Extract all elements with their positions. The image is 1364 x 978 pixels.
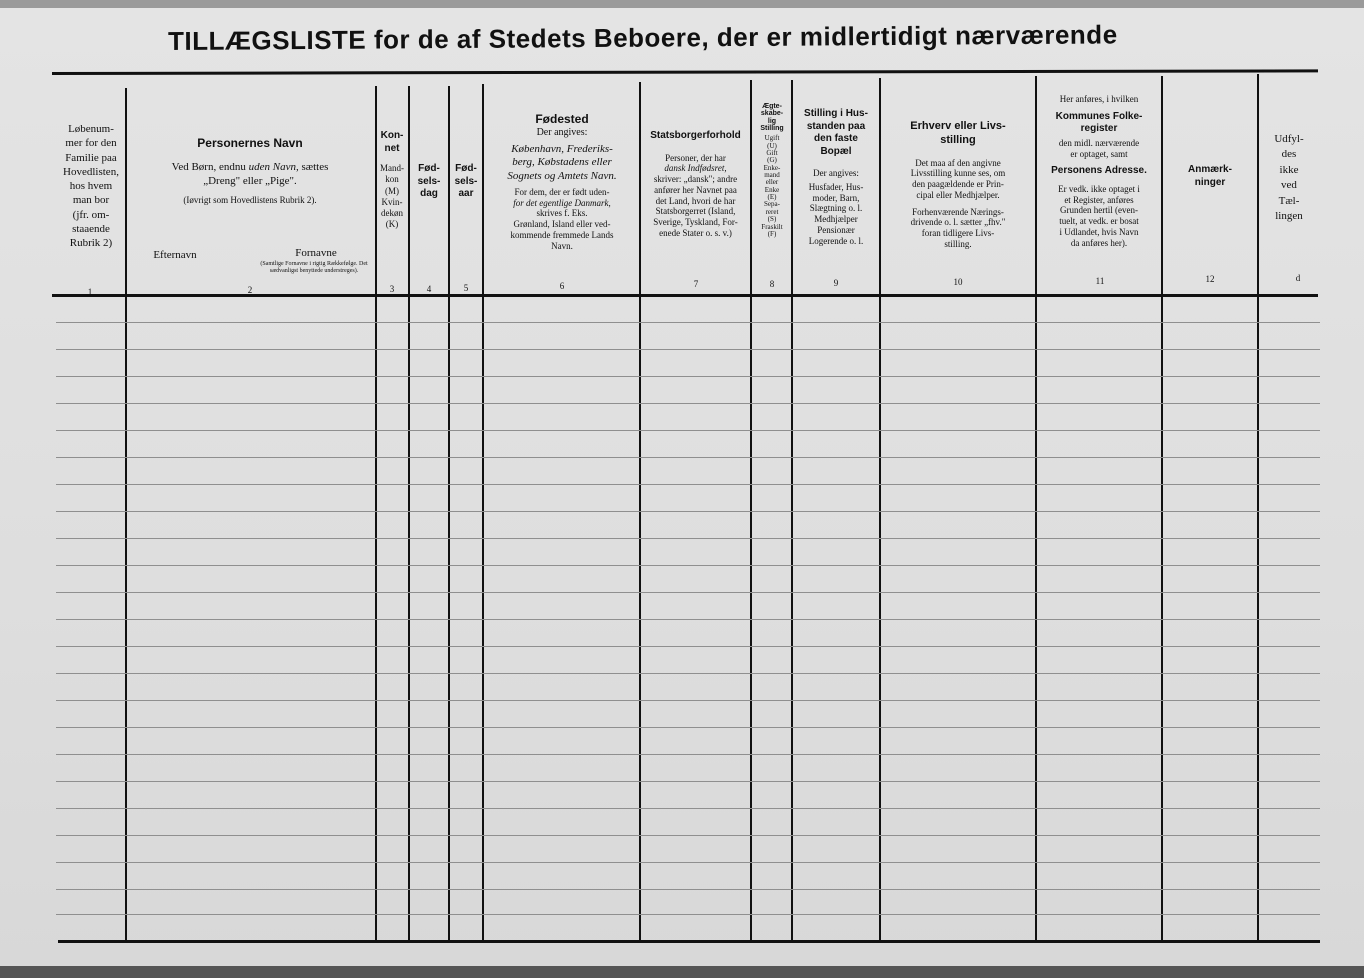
column-number: 5 [463,283,469,293]
column-3-header [377,130,407,231]
header-text: stilling. [944,239,972,250]
column-8-header [752,103,792,238]
ruled-line [56,619,1320,620]
header-heading: Personernes Navn [197,136,303,150]
header-text: Navn. [551,240,573,251]
header-text: Udfyl- [1274,133,1304,145]
header-text: reret [765,207,779,216]
header-text: Der angives: [536,127,588,138]
ruled-line [56,862,1320,863]
header-text: Husfader, Hus- [808,181,864,192]
ruled-line [56,808,1320,809]
header-text: (jfr. om- [72,208,110,221]
header-text: Er vedk. ikke optaget i [1058,183,1140,194]
header-heading: Statsborgerforhold [650,130,741,141]
header-text: man bor [72,194,110,207]
header-text: Enke [764,185,780,194]
header-text: mer for den [65,137,117,150]
header-text: (U) [767,141,777,150]
column-number: 7 [693,279,699,289]
column-divider [448,86,450,940]
header-heading: Ægte- [762,103,782,110]
header-text: (E) [767,193,777,202]
header-text: anfører her Navnet paa [654,184,737,195]
header-text: Gift [766,149,778,158]
header-heading: Stilling i Hus- [804,108,868,119]
header-heading: stilling [940,133,976,146]
header-text: da anføres her). [1070,237,1128,248]
forenames-note: (Samtlige Fornavne i rigtig Rækkefølge. Det sædvanligst benyttede understreges). [260,261,368,274]
form-title: TILLÆGSLISTE for de af Stedets Beboere, der er midlertidigt nærværende [168,19,1118,56]
ruled-line [56,592,1320,593]
column-number: 10 [953,277,963,287]
ruled-line [56,700,1320,701]
header-text: foran tidligere Livs- [921,228,995,239]
header-text: skriver: „dansk"; andre [653,174,738,185]
header-heading: net [384,142,400,154]
header-heading: Fød- [455,163,477,174]
header-text: i Udlandet, hvis Navn [1059,227,1139,238]
column-number: d [1295,273,1301,283]
ruled-line [56,511,1320,512]
ruled-line [56,673,1320,674]
ruled-line [56,646,1320,647]
header-text: Logerende o. l. [808,235,864,246]
ruled-line [56,484,1320,485]
header-text: Sepa- [764,200,780,209]
header-text: Fraskilt [761,222,783,231]
header-heading: ninger [1194,176,1226,188]
header-text: (Iøvrigt som Hovedlistens Rubrik 2). [183,194,317,205]
header-text: tuelt, at vedk. er bosat [1059,216,1139,227]
column-7-header [641,130,750,239]
header-heading: dag [420,188,438,199]
header-note-line [130,161,370,175]
column-5-header [450,163,482,201]
header-heading: Erhverv eller Livs- [910,120,1006,132]
header-text: mand [764,171,780,180]
header-text: skrives f. Eks. [536,208,588,219]
header-heading: Personens Adresse. [1051,165,1147,177]
header-text: Familie paa [65,151,117,164]
scan-top-edge [0,0,1364,8]
header-text: Ugift [764,134,780,143]
ruled-line [56,754,1320,755]
header-text: Grønland, Island eller ved- [513,219,611,230]
header-text: (S) [767,215,777,224]
header-text: lingen [1275,209,1303,222]
header-text: (K) [385,219,399,230]
header-text: kommende fremmede Lands [510,229,614,240]
header-text: Personer, der har [665,152,726,163]
header-heading: lig [767,117,777,125]
header-text: „Dreng" eller „Pige". [203,174,297,187]
column-number: 6 [559,281,565,291]
column-number: 2 [247,285,253,295]
header-text: ved [1281,179,1297,192]
header-text: uden Navn, [248,161,299,173]
header-text: den midl. nærværende [1058,137,1140,148]
header-text: dekøn [381,208,403,218]
header-text: Sognets og Amtets Navn. [507,170,617,182]
column-divider [1257,74,1259,940]
header-text: Statsborgerret (Island, [655,206,736,217]
ruled-line [56,376,1320,377]
header-text: for det egentlige Danmark, [513,197,611,208]
header-text: staaende [72,223,110,236]
ruled-line [56,727,1320,728]
column-6-header [485,112,639,252]
header-text: des [1281,148,1297,161]
header-text: København, Frederiks- [511,142,613,155]
header-text: Sverige, Tyskland, For- [653,217,738,228]
column-12-header [1163,164,1257,189]
ruled-line [56,565,1320,566]
ruled-line [56,322,1320,323]
header-text: Ved Børn, endnu [171,161,246,173]
forenames-subheader: Fornavne [295,247,337,259]
ruled-line [56,914,1320,915]
header-heading: aar [458,188,474,199]
header-heading: Stilling [760,125,784,133]
column-1-header [56,122,126,251]
column-number: 8 [769,279,775,289]
header-text: eller [765,178,779,187]
header-text: (G) [767,156,777,165]
header-text: Kvin- [381,196,403,207]
header-text: Mand- [380,163,404,173]
header-text: Der angives: [813,168,859,178]
ruled-line [56,538,1320,539]
column-4-header [410,163,448,201]
ruled-line [56,781,1320,782]
column-number: 11 [1095,276,1105,286]
header-heading: skabe- [760,110,784,118]
header-text: berg, Købstadens eller [512,156,612,169]
header-heading: Kommunes Folke- [1055,110,1143,122]
table-top-border [52,69,1318,75]
header-text: (M) [385,185,399,196]
header-heading: sels- [417,175,441,187]
scan-bottom-edge [0,966,1364,978]
ruled-line [56,457,1320,458]
header-text: Medhjælper [814,214,858,225]
header-heading: Anmærk- [1188,164,1232,175]
header-text: Pensionær [817,224,855,235]
ruled-line [56,835,1320,836]
header-heading: register [1080,123,1118,135]
header-heading: Bopæl [820,145,852,157]
ruled-line [56,430,1320,431]
ruled-line [56,403,1320,404]
header-heading: standen paa [806,120,866,132]
column-number: 4 [426,284,432,294]
header-text: Enke- [763,163,781,172]
column-divider [408,86,410,940]
header-text: Rubrik 2) [69,237,113,250]
header-text: Hovedlisten, [63,165,119,178]
header-text: hos hvem [69,180,113,193]
header-heading: Fødested [535,112,589,126]
header-heading: Kon- [380,130,404,141]
header-text: For dem, der er født uden- [514,186,610,197]
ruled-line [56,889,1320,890]
column-number: 12 [1205,274,1215,284]
header-text: Grunden hertil (even- [1060,205,1138,216]
surname-subheader: Efternavn [153,249,197,261]
header-text: drivende o. l. sætter „fhv." [910,217,1006,228]
column-number: 9 [833,278,839,288]
header-text: Forhenværende Nærings- [912,206,1004,217]
column-d-header [1260,132,1318,224]
column-divider [482,84,484,940]
header-text: enede Stater o. s. v.) [659,228,732,239]
header-text: Her anføres, i hvilken [1059,94,1139,104]
header-heading: Fød- [418,163,440,174]
table-bottom-border [58,940,1320,943]
header-text: det Land, hvori de har [655,195,736,206]
column-divider [1161,76,1163,940]
header-text: et Register, anføres [1064,194,1134,205]
header-text: dansk Indfødsret, [664,163,727,174]
column-11-header [1037,94,1161,249]
header-text: sættes [301,161,329,173]
column-number: 1 [87,287,93,297]
header-text: er optaget, samt [1070,148,1128,159]
column-9-header [793,108,879,247]
column-2-header [130,136,370,205]
header-text: kon [385,174,399,185]
header-text: (F) [767,229,777,238]
header-text: Slægtning o. l. [809,203,863,214]
header-text: Tæl- [1278,194,1300,207]
header-text: den paagældende er Prin- [912,179,1004,190]
ruled-line [56,349,1320,350]
header-text: ikke [1279,163,1299,176]
header-text: Det maa af den angivne [915,157,1001,168]
header-text: Livsstilling kunne ses, om [910,168,1006,179]
header-heading: sels- [454,175,478,187]
header-heading: den faste [814,133,858,144]
column-number: 3 [389,284,395,294]
header-text: Løbenum- [68,123,114,135]
header-text: cipal eller Medhjælper. [916,189,1000,200]
column-10-header [881,120,1035,250]
header-text: moder, Barn, [812,192,860,203]
